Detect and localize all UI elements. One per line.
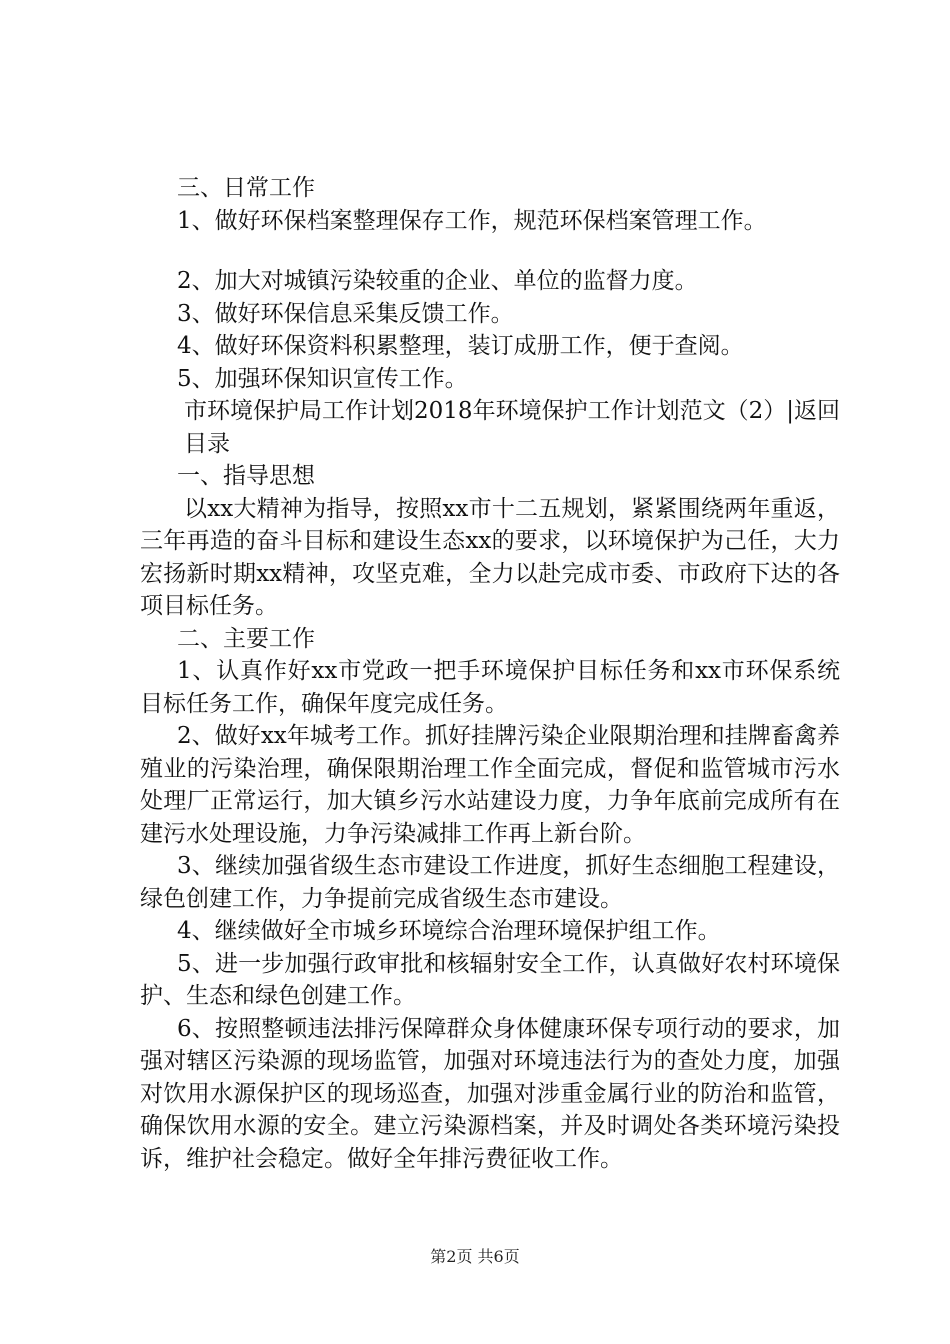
main-work-item-1: 1、认真作好xx市党政一把手环境保护目标任务和xx市环保系统目标任务工作，确保年度完成任务。 [140, 658, 840, 717]
daily-work-item-3: 3、做好环保信息采集反馈工作。 [177, 300, 514, 327]
main-work-item-2: 2、做好xx年城考工作。抓好挂牌污染企业限期治理和挂牌畜禽养殖业的污染治理，确保限期治理工作全面完成，督促和监管城市污水处理厂正常运行，加大镇乡污水站建设力度，力争年底前完成所有在建污水处理设施，力争污染减排工作再上新台阶。 [140, 723, 840, 847]
main-work-item-4: 4、继续做好全市城乡环境综合治理环境保护组工作。 [177, 918, 721, 944]
daily-work-item-5: 5、加强环保知识宣传工作。 [177, 365, 468, 392]
daily-work-item-1: 1、做好环保档案整理保存工作，规范环保档案管理工作。 [177, 207, 767, 234]
section-title: 市环境保护局工作计划2018年环境保护工作计划范文（2）|返回目录 [184, 398, 840, 457]
daily-work-heading: 三、日常工作 [177, 175, 315, 201]
page-number-footer: 第2页 共6页 [430, 1247, 520, 1266]
paragraph-guiding-thought: 以xx大精神为指导，按照xx市十二五规划，紧紧围绕两年重返，三年再造的奋斗目标和建设生态xx的要求，以环境保护为己任，大力宏扬新时期xx精神，攻坚克难，全力以赴完成市委、市政府下达的各项目标任务。 [140, 495, 840, 619]
heading-guiding-thought: 一、指导思想 [177, 463, 315, 489]
main-work-item-5: 5、进一步加强行政审批和核辐射安全工作，认真做好农村环境保护、生态和绿色创建工作。 [140, 950, 840, 1009]
daily-work-item-4: 4、做好环保资料积累整理，装订成册工作，便于查阅。 [177, 333, 744, 359]
heading-main-work: 二、主要工作 [177, 625, 315, 652]
daily-work-item-2: 2、加大对城镇污染较重的企业、单位的监督力度。 [177, 268, 698, 294]
main-work-item-6: 6、按照整顿违法排污保障群众身体健康环保专项行动的要求，加强对辖区污染源的现场监管，加强对环境违法行为的查处力度，加强对饮用水源保护区的现场巡查，加强对涉重金属行业的防治和监管，确保饮用水源的安全。建立污染源档案，并及时调处各类环境污染投诉，维护社会稳定。做好全年排污费征收工作。 [140, 1015, 840, 1172]
main-work-item-3: 3、继续加强省级生态市建设工作进度，抓好生态细胞工程建设，绿色创建工作，力争提前完成省级生态市建设。 [140, 853, 840, 912]
document-body [140, 172, 840, 1175]
